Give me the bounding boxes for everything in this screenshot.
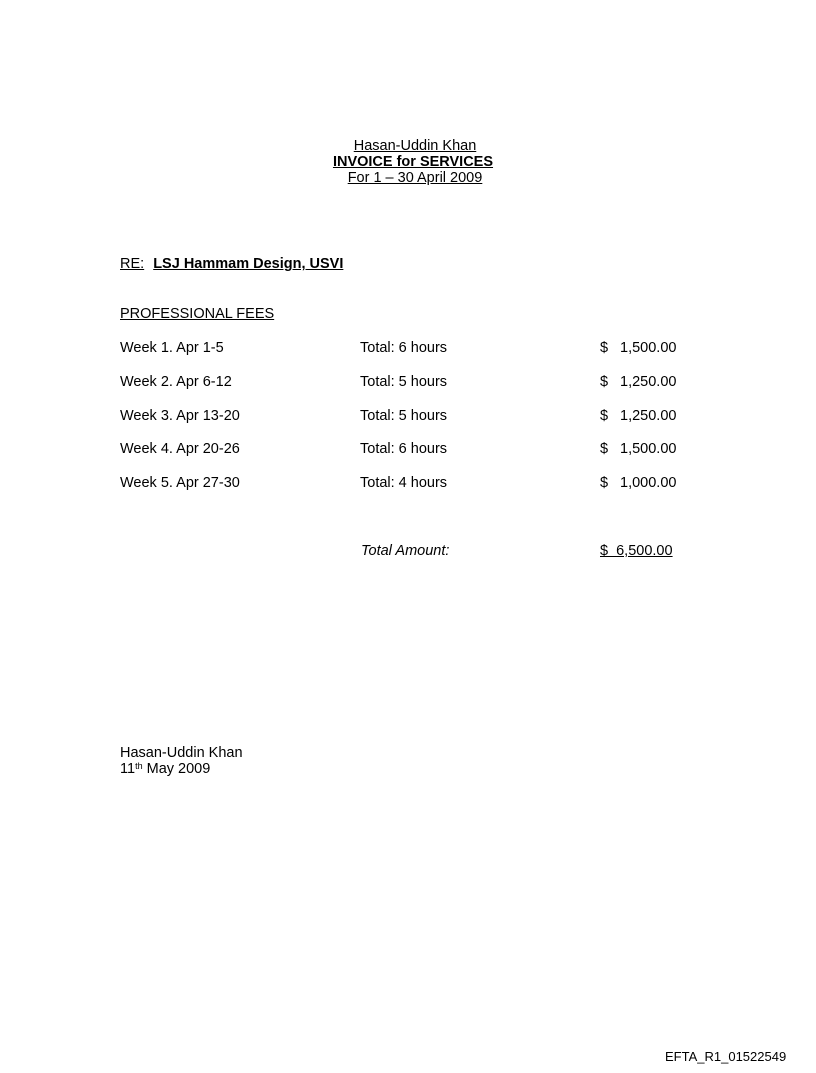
fee-week: Week 2. Apr 6-12 xyxy=(120,374,232,390)
fee-amount: 1,000.00 xyxy=(620,475,677,491)
total-amount-value: $ 6,500.00 xyxy=(600,543,673,559)
invoice-header xyxy=(0,138,816,186)
fee-hours: Total: 4 hours xyxy=(360,475,448,491)
signature-day-suffix: th xyxy=(135,761,143,771)
re-line xyxy=(120,256,343,272)
fee-week: Week 3. Apr 13-20 xyxy=(120,408,240,424)
fee-currency: $ xyxy=(600,441,609,457)
fee-row xyxy=(0,408,816,426)
re-subject: LSJ Hammam Design, USVI xyxy=(153,256,344,272)
fee-currency: $ xyxy=(600,340,609,356)
fee-week: Week 4. Apr 20-26 xyxy=(120,441,240,457)
fee-currency: $ xyxy=(600,475,609,491)
header-name: Hasan-Uddin Khan xyxy=(353,138,477,154)
fee-row xyxy=(0,475,816,493)
fee-hours: Total: 6 hours xyxy=(360,340,448,356)
signature-name: Hasan-Uddin Khan xyxy=(120,745,243,761)
fee-amount: 1,250.00 xyxy=(620,374,677,390)
fee-week: Week 5. Apr 27-30 xyxy=(120,475,240,491)
total-amount-label: Total Amount: xyxy=(361,543,450,559)
signature-month-year: May 2009 xyxy=(146,761,211,777)
fee-week: Week 1. Apr 1-5 xyxy=(120,340,224,356)
document-id: EFTA_R1_01522549 xyxy=(665,1049,787,1064)
fee-amount: 1,250.00 xyxy=(620,408,677,424)
fee-row xyxy=(0,340,816,358)
invoice-title: INVOICE for SERVICES xyxy=(332,154,494,170)
fee-amount: 1,500.00 xyxy=(620,441,677,457)
signature-day: 11 xyxy=(120,761,136,777)
fee-amount: 1,500.00 xyxy=(620,340,677,356)
invoice-period: For 1 – 30 April 2009 xyxy=(347,170,483,186)
re-label: RE: xyxy=(120,256,145,272)
fee-currency: $ xyxy=(600,408,609,424)
fee-row xyxy=(0,441,816,459)
signature-block xyxy=(120,745,243,777)
fee-row xyxy=(0,374,816,392)
fee-currency: $ xyxy=(600,374,609,390)
fee-hours: Total: 5 hours xyxy=(360,374,448,390)
section-title-professional-fees: PROFESSIONAL FEES xyxy=(120,306,275,322)
fee-hours: Total: 6 hours xyxy=(360,441,448,457)
signature-date xyxy=(120,761,243,777)
fee-hours: Total: 5 hours xyxy=(360,408,448,424)
